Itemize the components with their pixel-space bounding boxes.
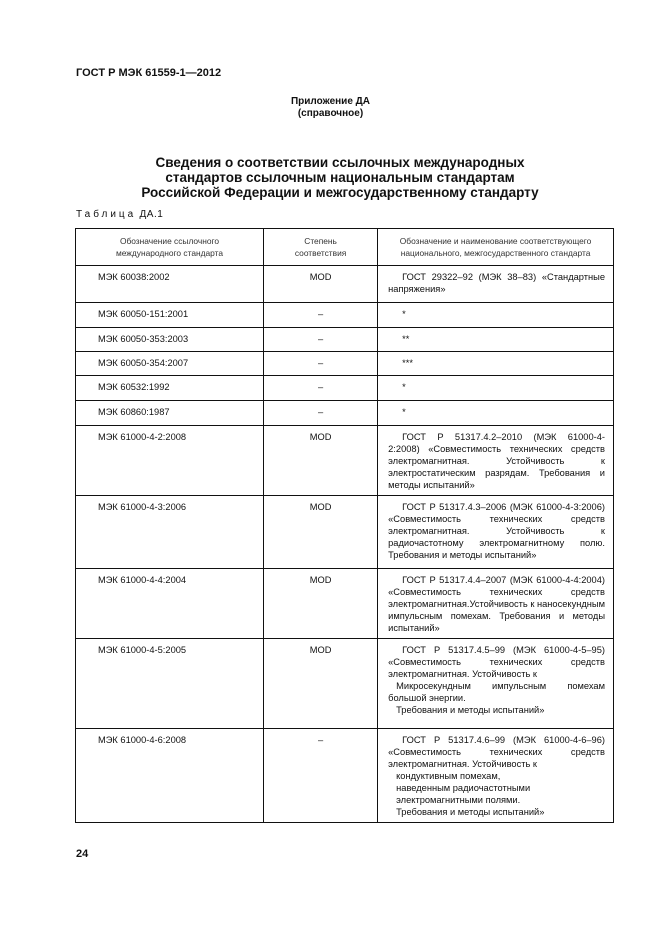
text-line: напряжения»: [388, 284, 446, 294]
conformity-degree: –: [264, 376, 378, 401]
national-standard: [378, 303, 614, 328]
table-row: [76, 266, 614, 303]
title-line: стандартов ссылочным национальным стандартам: [165, 170, 515, 185]
national-standard: [378, 639, 614, 729]
text-line: 2:2008) «Совместимость технических средств: [388, 444, 605, 454]
title-line: Сведения о соответствии ссылочных международных: [155, 155, 525, 170]
text-line: Требования и методы испытаний»: [396, 807, 545, 817]
table-row: [76, 729, 614, 823]
table-row: [76, 569, 614, 639]
reference-standard: МЭК 61000-4-3:2006: [76, 496, 264, 569]
reference-standard: МЭК 60050-151:2001: [76, 303, 264, 328]
conformity-degree: MOD: [264, 496, 378, 569]
national-standard: [378, 569, 614, 639]
text-line: ГОСТ Р 51317.4.4–2007 (МЭК 61000-4-4:2004): [402, 575, 605, 585]
text-line: электромагнитная. Устойчивость к: [388, 526, 605, 536]
table-header-row: [76, 229, 614, 266]
text-line: ГОСТ Р 51317.4.6–99 (МЭК 61000-4-6–96): [402, 735, 605, 745]
appendix-title: Приложение ДА: [290, 96, 371, 107]
text-line: электромагнитная. Устойчивость к: [388, 456, 605, 466]
text-line: радиочастотному электромагнитному полю.: [388, 538, 605, 548]
reference-standard: МЭК 61000-4-4:2004: [76, 569, 264, 639]
conformity-degree: MOD: [264, 266, 378, 303]
national-standard: [378, 729, 614, 823]
reference-standard: МЭК 61000-4-5:2005: [76, 639, 264, 729]
text-line: Требования и методы испытаний»: [396, 705, 545, 715]
conformity-degree: MOD: [264, 639, 378, 729]
table-row: [76, 401, 614, 426]
table-caption-word: Таблица: [76, 209, 137, 220]
reference-standard: МЭК 60050-353:2003: [76, 328, 264, 352]
table-row: [76, 376, 614, 401]
text-line: электромагнитная. Устойчивость к: [388, 759, 537, 769]
text-line: «Совместимость технических средств: [388, 747, 605, 757]
text-line: электростатическим разрядам. Требования и: [388, 468, 605, 478]
text-line: *: [402, 309, 406, 319]
reference-standard: МЭК 61000-4-2:2008: [76, 426, 264, 496]
conformity-degree: MOD: [264, 569, 378, 639]
national-standard: [378, 376, 614, 401]
text-line: *: [402, 382, 406, 392]
text-line: «Совместимость технических средств: [388, 514, 605, 524]
national-standard: [378, 426, 614, 496]
table-row: [76, 639, 614, 729]
text-line: кондуктивным помехам,: [396, 771, 501, 781]
reference-standard: МЭК 60038:2002: [76, 266, 264, 303]
table-row: [76, 328, 614, 352]
conformity-degree: –: [264, 303, 378, 328]
text-line: ГОСТ Р 51317.4.2–2010 (МЭК 61000-4-: [402, 432, 605, 442]
table-row: [76, 496, 614, 569]
text-line: ГОСТ 29322–92 (МЭК 38–83) «Стандартные: [402, 272, 605, 282]
text-line: ГОСТ Р 51317.4.3–2006 (МЭК 61000-4-3:2006): [402, 502, 605, 512]
text-line: ГОСТ Р 51317.4.5–99 (МЭК 61000-4-5–95): [402, 645, 605, 655]
national-standard: [378, 496, 614, 569]
page-number: 24: [76, 848, 89, 860]
national-standard: [378, 401, 614, 426]
text-line: ***: [402, 358, 413, 368]
table-row: [76, 352, 614, 376]
text-line: **: [402, 334, 410, 344]
text-line: Требования и методы испытаний»: [388, 550, 537, 560]
reference-standard: МЭК 60532:1992: [76, 376, 264, 401]
column-header: Степень соответствия: [264, 229, 378, 266]
text-line: «Совместимость технических средств: [388, 657, 605, 667]
text-line: наведенным радиочастотными: [396, 783, 531, 793]
text-line: Микросекундным импульсным помехам: [396, 681, 605, 691]
table-caption-id: ДА.1: [139, 209, 164, 220]
text-line: импульсным помехам. Требования и методы: [388, 611, 605, 621]
conformity-degree: –: [264, 352, 378, 376]
national-standard: [378, 352, 614, 376]
column-header: Обозначение и наименование соответствующего национального, межгосударственного стандарта: [378, 229, 614, 266]
column-header: Обозначение ссылочного международного стандарта: [76, 229, 264, 266]
table-row: [76, 303, 614, 328]
table-row: [76, 426, 614, 496]
text-line: электромагнитная.Устойчивость к наносекундным: [388, 599, 605, 609]
conformity-degree: –: [264, 328, 378, 352]
appendix-note: (справочное): [297, 108, 364, 119]
text-line: *: [402, 407, 406, 417]
text-line: методы испытаний»: [388, 480, 475, 490]
section-title: [0, 155, 661, 200]
text-line: электромагнитная. Устойчивость к: [388, 669, 537, 679]
conformity-degree: –: [264, 401, 378, 426]
text-line: большой энергии.: [388, 693, 466, 703]
reference-standard: МЭК 60050-354:2007: [76, 352, 264, 376]
conformity-degree: –: [264, 729, 378, 823]
reference-standard: МЭК 61000-4-6:2008: [76, 729, 264, 823]
text-line: испытаний»: [388, 623, 440, 633]
title-line: Российской Федерации и межгосударственному стандарту: [141, 185, 539, 200]
reference-standard: МЭК 60860:1987: [76, 401, 264, 426]
text-line: электромагнитными полями.: [396, 795, 521, 805]
text-line: «Совместимость технических средств: [388, 587, 605, 597]
table-caption: [76, 209, 163, 220]
conformity-degree: MOD: [264, 426, 378, 496]
document-header: ГОСТ Р МЭК 61559-1—2012: [76, 67, 222, 79]
national-standard: [378, 328, 614, 352]
national-standard: [378, 266, 614, 303]
standards-table: [75, 228, 614, 823]
